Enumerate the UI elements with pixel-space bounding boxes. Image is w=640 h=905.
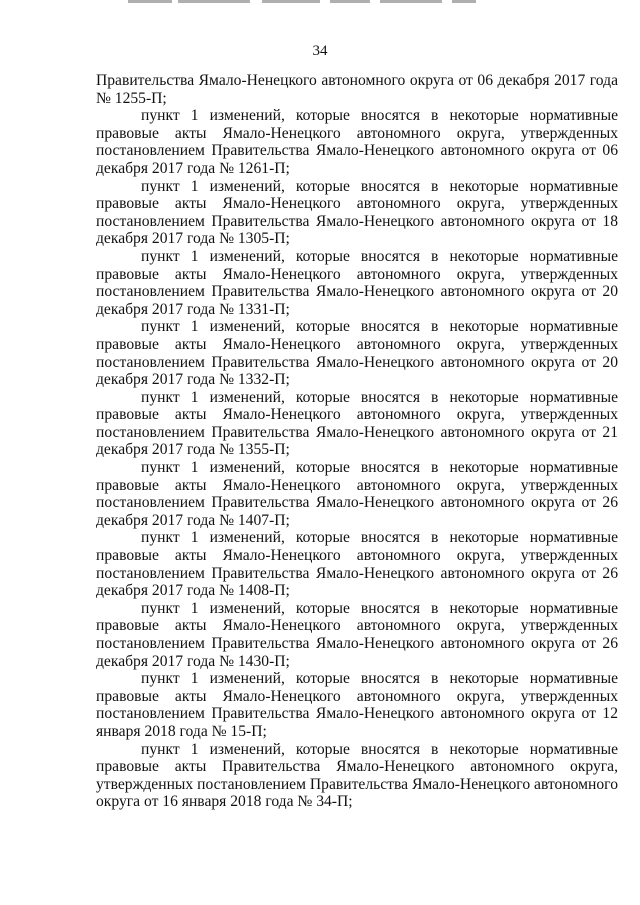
paragraph: пункт 1 изменений, которые вносятся в некоторые нормативные правовые акты Ямало-Ненецкого автономного округа, утвержденных постановлением Правительства Ямало-Ненецкого автономного округа от 06 декабря 2017 года № 1261-П;: [96, 107, 618, 177]
paragraph: пункт 1 изменений, которые вносятся в некоторые нормативные правовые акты Ямало-Ненецкого автономного округа, утвержденных постановлением Правительства Ямало-Ненецкого автономного округа от 20 декабря 2017 года № 1331-П;: [96, 247, 618, 318]
paragraph: пункт 1 изменений, которые вносятся в некоторые нормативные правовые акты Ямало-Ненецкого автономного округа, утвержденных постановлением Правительства Ямало-Ненецкого автономного округа от 18 декабря 2017 года № 1305-П;: [96, 177, 618, 248]
paragraph: пункт 1 изменений, которые вносятся в некоторые нормативные правовые акты Ямало-Ненецкого автономного округа, утвержденных постановлением Правительства Ямало-Ненецкого автономного округа от 26 декабря 2017 года № 1408-П;: [96, 529, 618, 600]
document-body: [96, 72, 618, 811]
paragraph: пункт 1 изменений, которые вносятся в некоторые нормативные правовые акты Ямало-Ненецкого автономного округа, утвержденных постановлением Правительства Ямало-Ненецкого автономного округа от 12 января 2018 года № 15-П;: [96, 670, 618, 740]
page-number: 34: [312, 43, 328, 59]
paragraph-continuation: Правительства Ямало-Ненецкого автономного округа от 06 декабря 2017 года № 1255-П;: [96, 72, 618, 107]
paragraph: пункт 1 изменений, которые вносятся в некоторые нормативные правовые акты Ямало-Ненецкого автономного округа, утвержденных постановлением Правительства Ямало-Ненецкого автономного округа от 26 декабря 2017 года № 1407-П;: [96, 459, 618, 529]
scan-edge-artifact: [0, 0, 640, 8]
paragraph: пункт 1 изменений, которые вносятся в некоторые нормативные правовые акты Ямало-Ненецкого автономного округа, утвержденных постановлением Правительства Ямало-Ненецкого автономного округа от 20 декабря 2017 года № 1332-П;: [96, 318, 618, 389]
paragraph: пункт 1 изменений, которые вносятся в некоторые нормативные правовые акты Ямало-Ненецкого автономного округа, утвержденных постановлением Правительства Ямало-Ненецкого автономного округа от 26 декабря 2017 года № 1430-П;: [96, 599, 618, 670]
paragraph: пункт 1 изменений, которые вносятся в некоторые нормативные правовые акты Ямало-Ненецкого автономного округа, утвержденных постановлением Правительства Ямало-Ненецкого автономного округа от 21 декабря 2017 года № 1355-П;: [96, 388, 618, 459]
paragraph: пункт 1 изменений, которые вносятся в некоторые нормативные правовые акты Правительства Ямало-Ненецкого автономного округа, утвержденных постановлением Правительства Ямало-Ненецкого автономного округа от 16 января 2018 года № 34-П;: [96, 740, 618, 811]
